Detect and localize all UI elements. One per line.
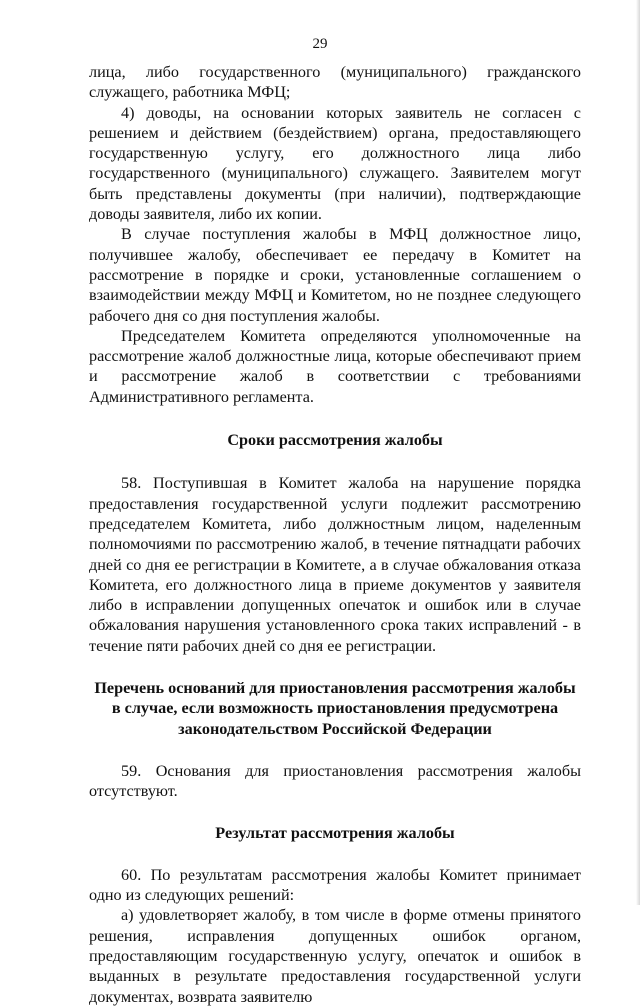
- paragraph: 58. Поступившая в Комитет жалоба на нарушение порядка предоставления государственной услуги подлежит рассмотрению председателем Комитета, либо должностным лицом, наделенным полномочиями по рассмотрению жалоб, в течение пятнадцати рабочих дней со дня ее регистрации в Комитете, а в случае обжалования отказа Комитета, его должностного лица в приеме документов у заявителя либо в исправлении допущенных опечаток и ошибок или в случае обжалования нарушения установленного срока таких исправлений - в течение пяти рабочих дней со дня ее регистрации.: [89, 474, 581, 655]
- paragraph: а) удовлетворяет жалобу, в том числе в форме отмены принятого решения, исправления допущенных ошибок органом, предоставляющим государственную услугу, опечаток и ошибок в выданных в результате предоставления государственной услуги документах, возврата заявителю: [89, 906, 581, 1006]
- section-heading: Результат рассмотрения жалобы: [215, 823, 455, 842]
- paragraph: 4) доводы, на основании которых заявитель не согласен с решением и действием (бездействием) органа, предоставляющего государственную услугу, его должностного лица либо государственного (муниципального) служащего. Заявителем могут быть представлены документы (при наличии), подтверждающие доводы заявителя, либо их копии.: [89, 103, 581, 224]
- document-body: [89, 62, 581, 1007]
- paragraph: В случае поступления жалобы в МФЦ должностное лицо, получившее жалобу, обеспечивает ее передачу в Комитет на рассмотрение в порядке и сроки, установленные соглашением о взаимодействии между МФЦ и Комитетом, но не позднее следующего рабочего дня со дня поступления жалобы.: [89, 225, 581, 325]
- section-heading: Сроки рассмотрения жалобы: [227, 431, 443, 450]
- section-heading: Перечень оснований для приостановления рассмотрения жалобы в случае, если возможность приостановления предусмотрена законодательством Российской Федерации: [94, 679, 576, 738]
- paragraph: Председателем Комитета определяются уполномоченные на рассмотрение жалоб должностные лица, которые обеспечивают прием и рассмотрение жалоб в соответствии с требованиями Административного регламента.: [89, 326, 581, 406]
- paragraph: лица, либо государственного (муниципального) гражданского служащего, работника МФЦ;: [89, 63, 581, 102]
- paragraph: 60. По результатам рассмотрения жалобы Комитет принимает одно из следующих решений:: [89, 865, 581, 905]
- page-edge-shadow: [636, 0, 640, 905]
- paragraph: 59. Основания для приостановления рассмотрения жалобы отсутствуют.: [89, 761, 581, 801]
- page-number: 29: [312, 36, 328, 52]
